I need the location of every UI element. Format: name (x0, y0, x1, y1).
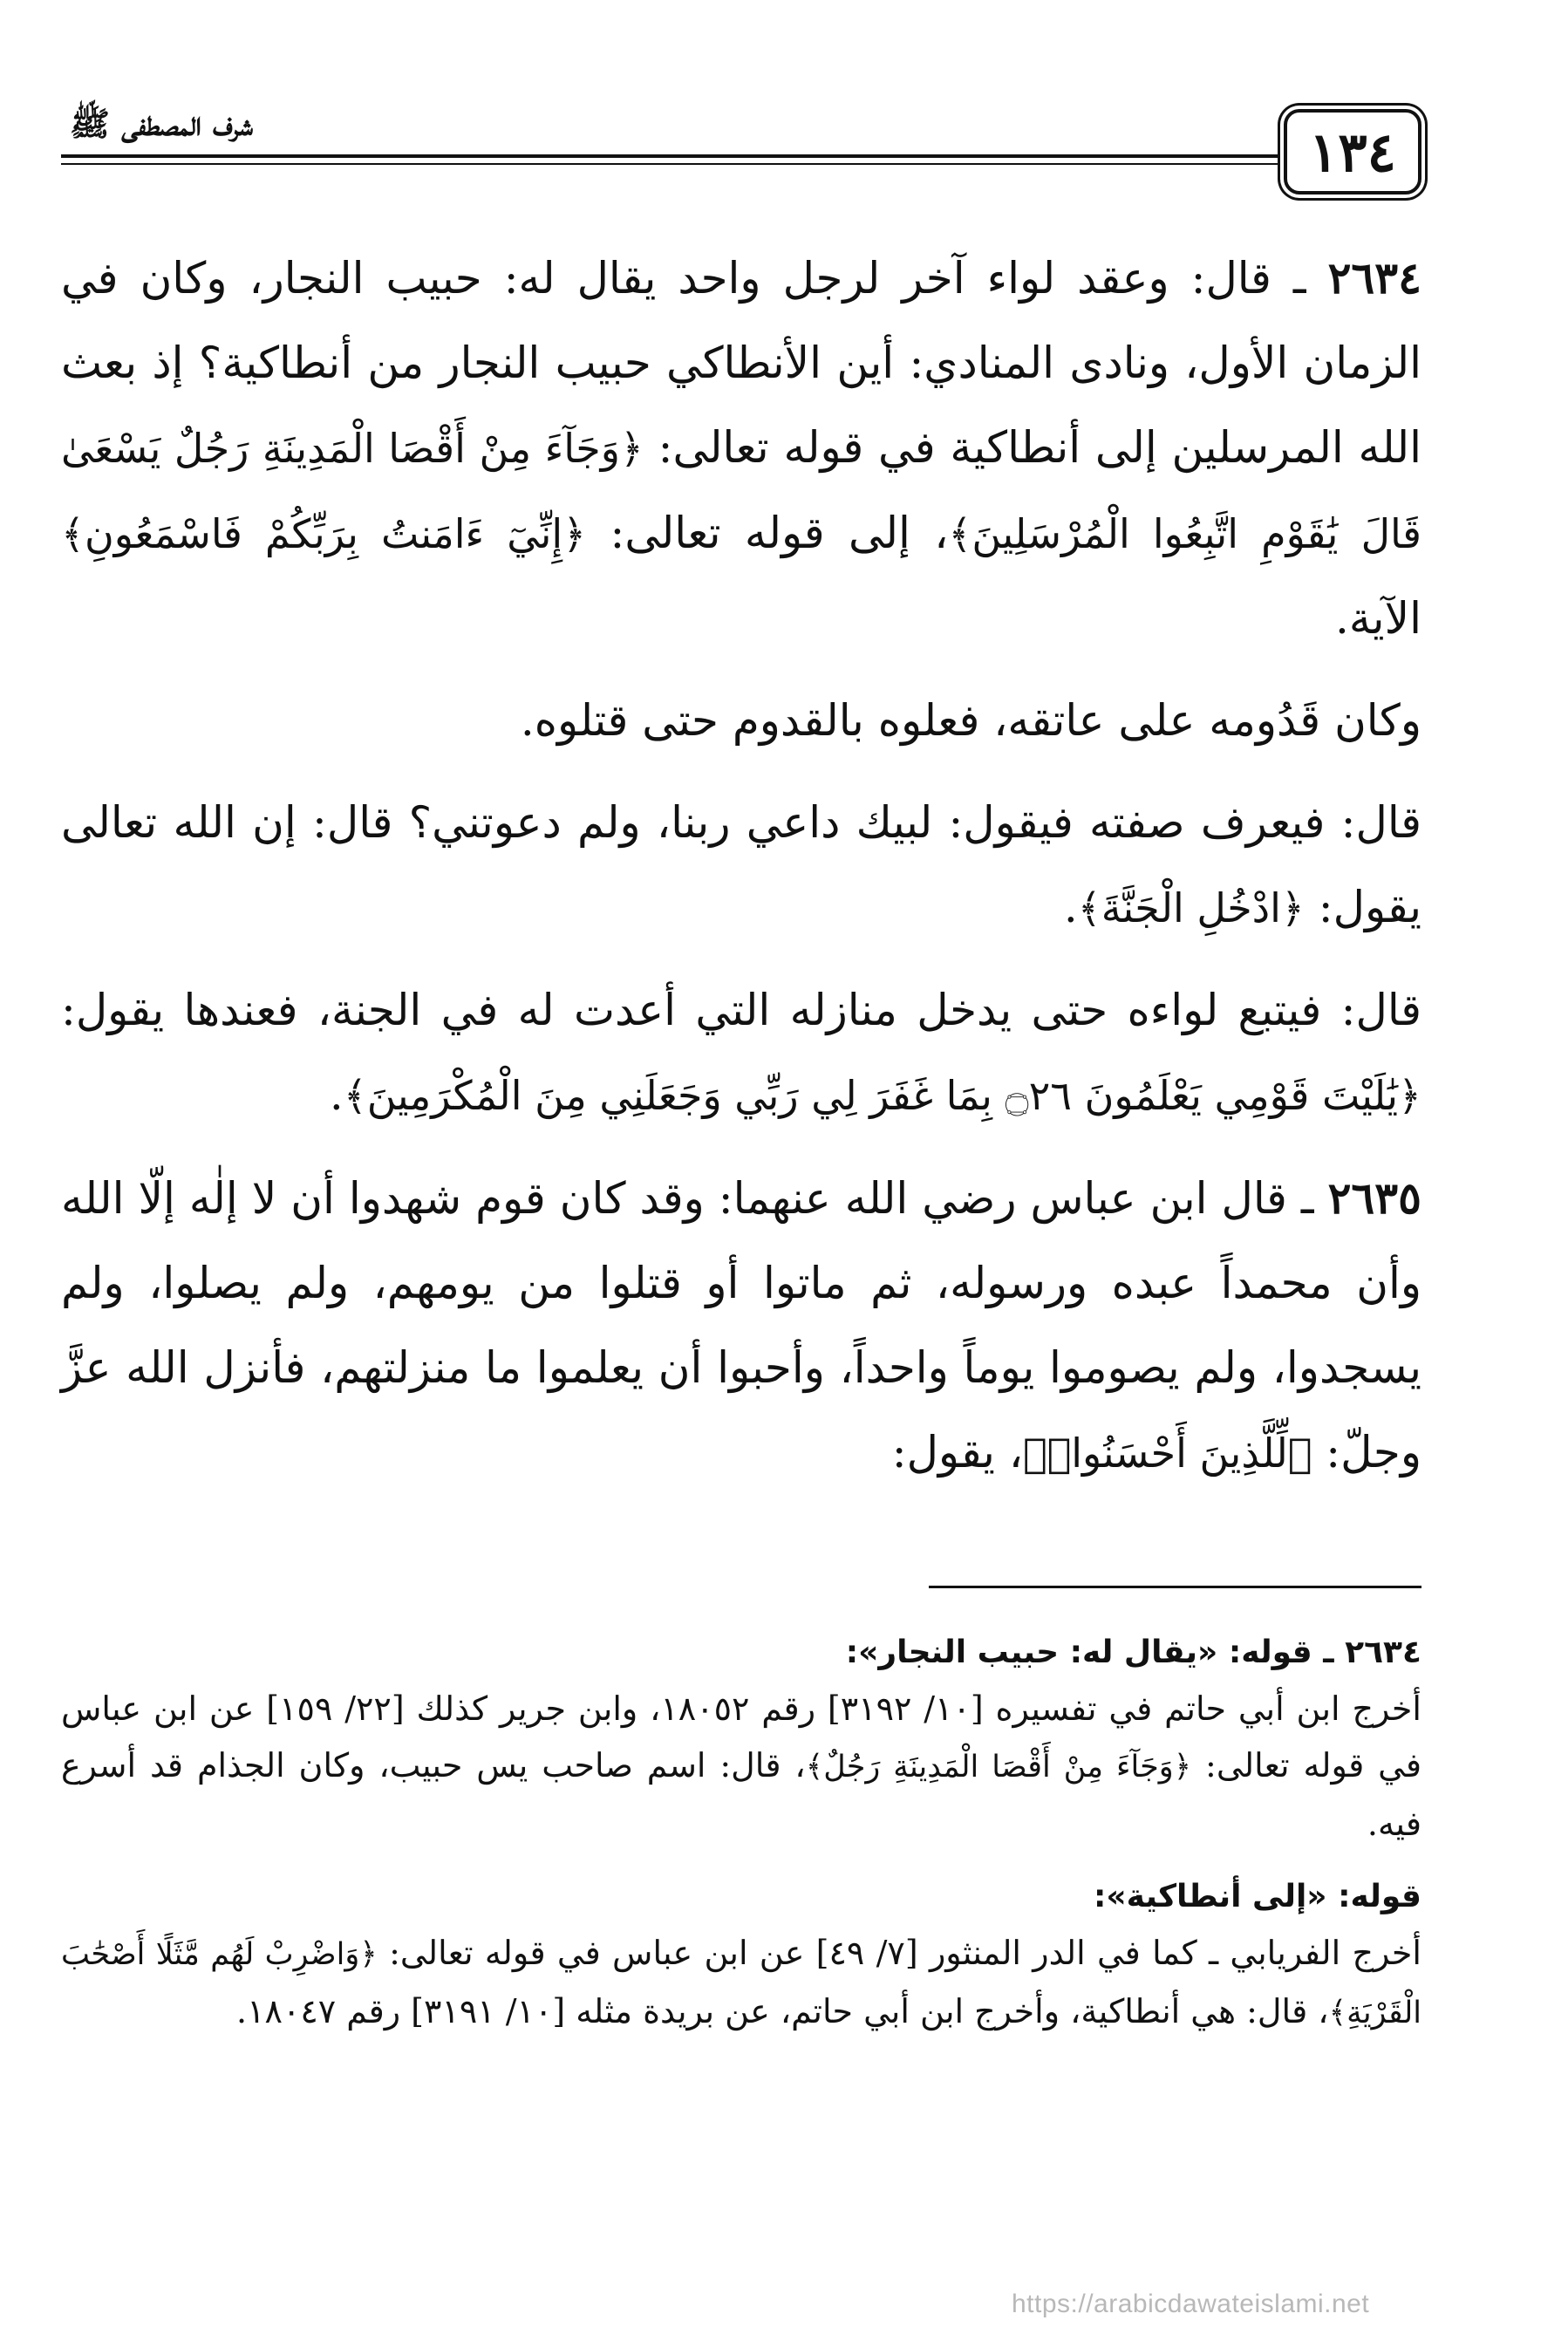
quran-verse: ﴿وَاضْرِبْ لَهُم مَّثَلًا أَصْحَٰبَ الْقَرْيَةِ﴾ (61, 1937, 1421, 2030)
quran-verse: ﴿وَجَآءَ مِنْ أَقْصَا الْمَدِينَةِ رَجُلٌ﴾ (805, 1750, 1192, 1785)
quran-verse: ﴿ادْخُلِ الْجَنَّةَ﴾ (1077, 884, 1305, 932)
footnote-text-part: ، قال: هي أنطاكية، وأخرج ابن أبي حاتم، عن بريدة مثله [١٠/ ٣١٩١] رقم ١٨٠٤٧. (236, 1992, 1329, 2030)
footnote-separator (929, 1586, 1421, 1588)
page-header (61, 100, 1421, 205)
paragraph-2635 (61, 1156, 1421, 1496)
footnote-heading: قوله: «إلى أنطاكية»: (1093, 1879, 1421, 1914)
footnote-text (61, 1681, 1421, 1853)
header-rule-thin (61, 163, 1421, 165)
paragraph-text: . (329, 1069, 344, 1120)
paragraph: وكان قَدُومه على عاتقه، فعلوه بالقدوم حتى قتلوه. (520, 695, 1421, 746)
paragraph-text: ، إلى قوله تعالى: (586, 508, 949, 558)
hadith-number: ٢٦٣٤ (1327, 252, 1421, 304)
running-title: شرف المصطفى ﷺ (61, 104, 262, 152)
footnote-text-part: أخرج ابن أبي حاتم في تفسيره [١٠/ ٣١٩٢] رقم ١٨٠٥٢، وابن جرير كذلك [٢٢/ ١٥٩] عن ابن عباس في قوله تعالى: (61, 1689, 1421, 1785)
paragraph-text: ـ قال: وعقد لواء آخر لرجل واحد يقال له: حبيب النجار، وكان في الزمان الأول، ونادى المنادي: أين الأنطاكي حبيب النجار من أنطاكية؟ إذ بعث الله المرسلين إلى أنطاكية في قوله تعالى: (61, 253, 1422, 473)
footnote-text-part: ، قال: اسم صاحب يس حبيب، وكان الجذام قد أسرع فيه. (61, 1746, 1421, 1843)
page-number: ١٣٤ (1284, 109, 1421, 194)
footnote-heading: ٢٦٣٤ ـ قوله: «يقال له: حبيب النجار»: (845, 1634, 1421, 1670)
paragraph-text: ، يقول: (891, 1427, 1023, 1478)
main-text (61, 235, 1421, 1513)
paragraph-text: ـ قال ابن عباس رضي الله عنهما: وقد كان قوم شهدوا أن لا إلٰه إلّا الله وأن محمداً عبده ورسوله، ثم ماتوا أو قتلوا من يومهم، ولم يصلوا، ولم يسجدوا، ولم يصوموا يوماً واحداً، وأحبوا أن يعلموا ما منزلتهم، فأنزل الله عزَّ وجلّ: (61, 1173, 1421, 1478)
hadith-number: ٢٦٣٥ (1327, 1172, 1421, 1224)
paragraph-text: قال: فيعرف صفته فيقول: لبيك داعي ربنا، ولم دعوتني؟ قال: إن الله تعالى يقول: (61, 797, 1421, 932)
paragraph (61, 968, 1421, 1138)
quran-verse: ﴿وَجَآءَ مِنْ أَقْصَا الْمَدِينَةِ رَجُلٌ يَسْعَىٰ قَالَ يَٰقَوْمِ اتَّبِعُوا الْمُرْسَلِينَ﴾ (61, 425, 1421, 557)
paragraph-2634 (61, 235, 1421, 661)
header-rule-thick (61, 154, 1421, 158)
paragraph (61, 781, 1421, 951)
paragraph-text: قال: فيتبع لواءه حتى يدخل منازله التي أعدت له في الجنة، فعندها يقول: (61, 985, 1421, 1035)
footnotes (61, 1624, 1421, 2058)
paragraph-text: . (1063, 882, 1078, 932)
quran-verse: ﴿لِّلَّذِينَ أَحْسَنُوا۟﴾ (1023, 1430, 1312, 1477)
quran-verse: ﴿إِنِّيٓ ءَامَنتُ بِرَبِّكُمْ فَاسْمَعُونِ﴾ (61, 510, 587, 557)
watermark-url: https://arabicdawateislami.net (1012, 2290, 1370, 2318)
footnote-text-part: أخرج الفريابي ـ كما في الدر المنثور [٧/ ٤٩] عن ابن عباس في قوله تعالى: (377, 1934, 1421, 1972)
footnote-text (61, 1925, 1421, 2042)
quran-verse: ﴿يَٰلَيْتَ قَوْمِي يَعْلَمُونَ ۝٢٦ بِمَا غَفَرَ لِي رَبِّي وَجَعَلَنِي مِنَ الْمُكْرَمِينَ﴾ (343, 1072, 1421, 1119)
paragraph-text: الآية. (1334, 593, 1421, 644)
